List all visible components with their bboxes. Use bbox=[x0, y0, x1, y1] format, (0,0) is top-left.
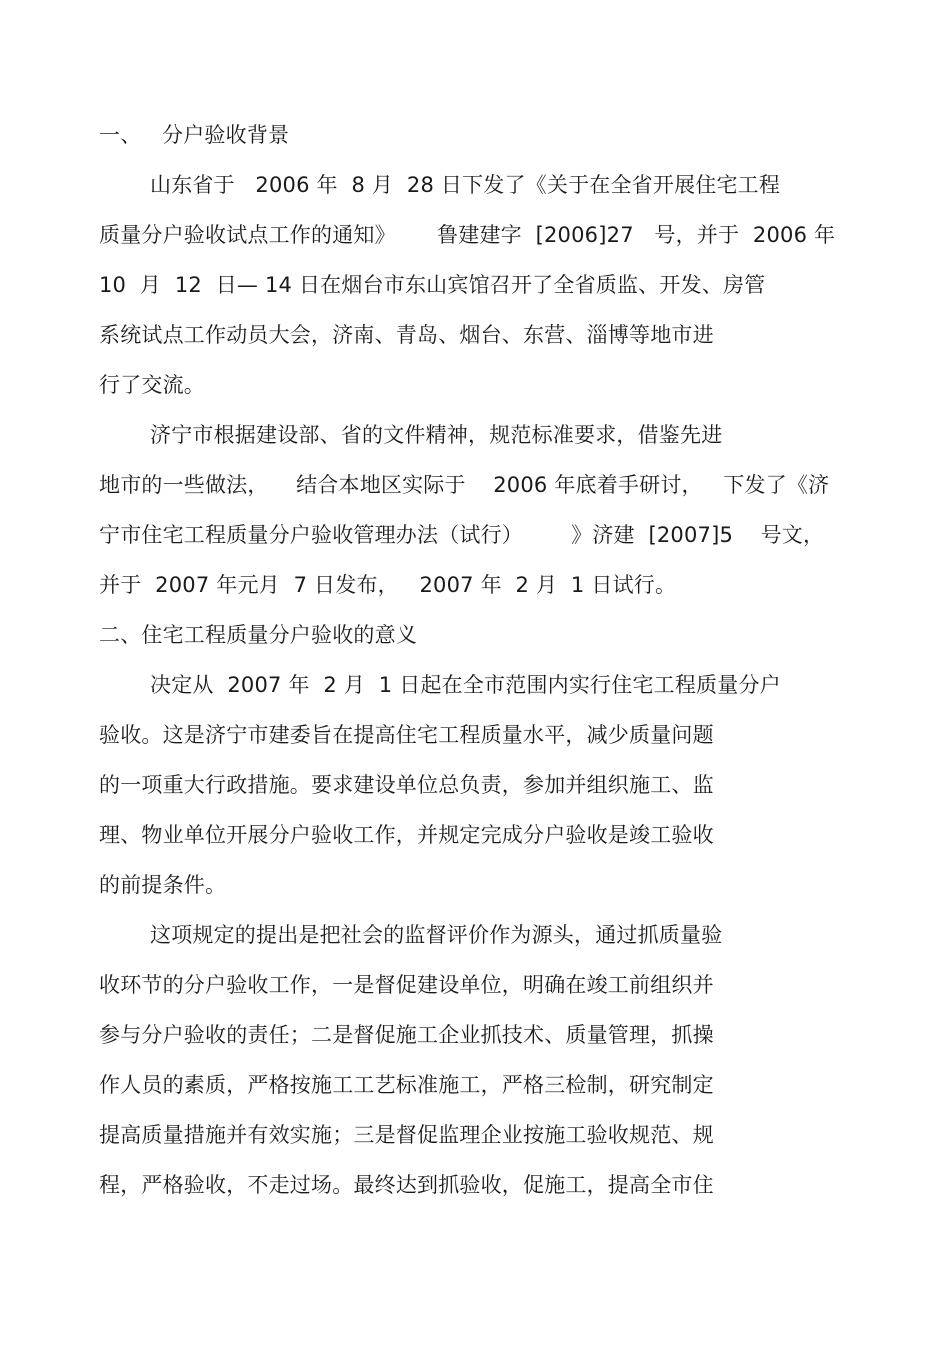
paragraph-line: 地市的一些做法， 结合本地区实际于 2006 年底着手研讨， 下发了《济 bbox=[99, 473, 830, 497]
paragraph-line: 系统试点工作动员大会，济南、青岛、烟台、东营、淄博等地市进 bbox=[99, 323, 714, 347]
paragraph-line: 收环节的分户验收工作，一是督促建设单位，明确在竣工前组织并 bbox=[99, 973, 714, 997]
paragraph-line: 山东省于 2006 年 8 月 28 日下发了《关于在全省开展住宅工程 bbox=[150, 173, 781, 197]
paragraph-line: 参与分户验收的责任；二是督促施工企业抓技术、质量管理，抓操 bbox=[99, 1023, 714, 1047]
section-heading-2: 二、住宅工程质量分户验收的意义 bbox=[99, 623, 417, 647]
paragraph-line: 的一项重大行政措施。要求建设单位总负责，参加并组织施工、监 bbox=[99, 773, 714, 797]
paragraph-line: 并于 2007 年元月 7 日发布， 2007 年 2 月 1 日试行。 bbox=[99, 573, 677, 597]
paragraph-line: 提高质量措施并有效实施；三是督促监理企业按施工验收规范、规 bbox=[99, 1123, 714, 1147]
section-heading-1: 一、 分户验收背景 bbox=[99, 123, 290, 147]
paragraph-line: 宁市住宅工程质量分户验收管理办法（试行） 》济建 [2007]5 号文， bbox=[99, 523, 825, 547]
paragraph-line: 作人员的素质，严格按施工工艺标准施工，严格三检制，研究制定 bbox=[99, 1073, 714, 1097]
paragraph-line: 验收。这是济宁市建委旨在提高住宅工程质量水平，减少质量问题 bbox=[99, 723, 714, 747]
paragraph-line: 理、物业单位开展分户验收工作，并规定完成分户验收是竣工验收 bbox=[99, 823, 714, 847]
paragraph-line: 行了交流。 bbox=[99, 373, 205, 397]
paragraph-line: 济宁市根据建设部、省的文件精神，规范标准要求，借鉴先进 bbox=[150, 423, 723, 447]
paragraph-line: 程，严格验收，不走过场。最终达到抓验收，促施工，提高全市住 bbox=[99, 1173, 714, 1197]
paragraph-line: 的前提条件。 bbox=[99, 873, 227, 897]
paragraph-line: 决定从 2007 年 2 月 1 日起在全市范围内实行住宅工程质量分户 bbox=[150, 673, 781, 697]
paragraph-line: 质量分户验收试点工作的通知》 鲁建建字 [2006]27 号，并于 2006 年 bbox=[99, 223, 836, 247]
paragraph-line: 这项规定的提出是把社会的监督评价作为源头，通过抓质量验 bbox=[150, 923, 723, 947]
paragraph-line: 10 月 12 日— 14 日在烟台市东山宾馆召开了全省质监、开发、房管 bbox=[99, 273, 766, 297]
